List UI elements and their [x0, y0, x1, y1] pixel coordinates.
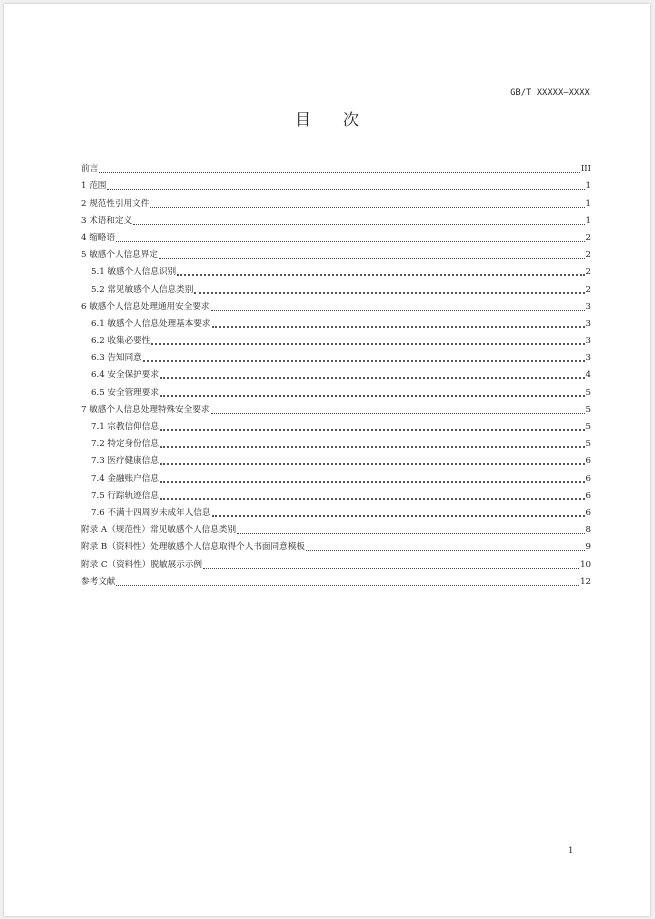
toc-leader-dots — [211, 309, 585, 311]
toc-leader-dots — [160, 428, 585, 431]
toc-leader-dots — [151, 342, 584, 345]
toc-entry-page: 5 — [585, 422, 591, 432]
toc-entry-label: 6.2 收集必要性 — [91, 336, 151, 347]
toc-entry-page: 5 — [585, 404, 591, 415]
toc-entry-label: 6.4 安全保护要求 — [91, 370, 159, 381]
toc-leader-dots — [116, 240, 585, 242]
toc-entry[interactable] — [81, 158, 591, 175]
toc-entry-label: 7.6 不满十四周岁未成年人信息 — [91, 507, 211, 518]
toc-entry-page: 12 — [580, 576, 591, 587]
toc-entry-page: 6 — [585, 473, 591, 484]
toc-entry-label: 5.2 常见敏感个人信息类别 — [91, 284, 194, 295]
toc-leader-dots — [107, 188, 584, 190]
toc-entry-label: 7.4 金融账户信息 — [91, 473, 159, 484]
toc-entry[interactable] — [81, 416, 591, 433]
toc-leader-dots — [203, 567, 579, 569]
toc-entry-label: 参考文献 — [81, 576, 116, 587]
toc-entry-label: 附录 A（规范性）常见敏感个人信息类别 — [81, 525, 237, 536]
toc-entry[interactable] — [81, 536, 591, 553]
toc-leader-dots — [160, 480, 585, 483]
toc-entry-label: 6 敏感个人信息处理通用安全要求 — [81, 301, 210, 312]
toc-entry-label: 7.1 宗教信仰信息 — [91, 422, 159, 432]
toc-entry[interactable] — [81, 399, 591, 416]
document-code: GB/T XXXXX—XXXX — [510, 88, 590, 98]
toc-leader-dots — [212, 514, 585, 517]
toc-entry-page: 2 — [585, 250, 591, 261]
toc-leader-dots — [99, 171, 580, 173]
toc-entry[interactable] — [81, 261, 591, 278]
toc-entry[interactable] — [81, 433, 591, 450]
toc-leader-dots — [177, 273, 584, 276]
toc-entry-page: 5 — [585, 439, 591, 450]
toc-leader-dots — [160, 497, 585, 500]
toc-entry-page: 4 — [585, 370, 591, 381]
toc-entry-label: 6.5 安全管理要求 — [91, 387, 159, 398]
toc-entry-label: 4 缩略语 — [81, 232, 115, 243]
toc-leader-dots — [160, 394, 585, 397]
toc-entry-page: 2 — [585, 284, 591, 295]
toc-entry-label: 前言 — [81, 164, 99, 175]
toc-entry-page: III — [580, 164, 591, 175]
toc-entry[interactable] — [81, 330, 591, 347]
toc-entry-page: 3 — [585, 301, 591, 312]
toc-entry-label: 3 术语和定义 — [81, 215, 133, 226]
toc-entry[interactable] — [81, 192, 591, 209]
toc-entry-page: 9 — [585, 542, 591, 553]
toc-entry-page: 3 — [585, 353, 591, 364]
toc-leader-dots — [160, 376, 585, 379]
toc-entry-label: 附录 B（资料性）处理敏感个人信息取得个人书面同意模板 — [81, 542, 305, 553]
toc-entry-page: 8 — [585, 525, 591, 536]
page-number: 1 — [568, 846, 574, 856]
toc-leader-dots — [160, 445, 585, 448]
toc-entry-page: 2 — [585, 232, 591, 243]
toc-entry[interactable] — [81, 227, 591, 244]
toc-entry-page: 1 — [585, 198, 591, 209]
toc-entry-label: 7.2 特定身份信息 — [91, 439, 159, 450]
toc-entry-page: 6 — [585, 507, 591, 518]
toc-entry[interactable] — [81, 485, 591, 502]
toc-entry-page: 6 — [585, 490, 591, 501]
toc-entry[interactable] — [81, 278, 591, 295]
toc-entry-page: 5 — [585, 387, 591, 398]
toc-entry[interactable] — [81, 244, 591, 261]
toc-entry[interactable] — [81, 175, 591, 192]
toc-entry-page: 3 — [585, 336, 591, 347]
toc-entry-label: 6.1 敏感个人信息处理基本要求 — [91, 318, 211, 329]
toc-entry[interactable] — [81, 210, 591, 227]
toc-leader-dots — [237, 532, 584, 534]
toc-leader-dots — [212, 325, 585, 328]
toc-entry[interactable] — [81, 553, 591, 570]
toc-leader-dots — [306, 549, 585, 551]
toc-leader-dots — [211, 412, 585, 414]
toc-entry-label: 7 敏感个人信息处理特殊安全要求 — [81, 404, 210, 415]
toc-leader-dots — [133, 223, 584, 225]
toc-entry[interactable] — [81, 571, 591, 588]
toc-entry-label: 5 敏感个人信息界定 — [81, 250, 158, 261]
toc-entry[interactable] — [81, 347, 591, 364]
toc-entry[interactable] — [81, 467, 591, 484]
toc-leader-dots — [194, 291, 584, 294]
toc-entry[interactable] — [81, 381, 591, 398]
toc-entry-label: 1 范围 — [81, 181, 107, 192]
table-of-contents — [81, 158, 591, 588]
toc-entry[interactable] — [81, 364, 591, 381]
toc-entry-page: 3 — [585, 318, 591, 329]
toc-entry-label: 5.1 敏感个人信息识别 — [91, 267, 177, 278]
toc-entry-label: 附录 C（资料性）脱敏展示示例 — [81, 559, 203, 570]
toc-leader-dots — [160, 462, 585, 465]
toc-entry-label: 7.5 行踪轨迹信息 — [91, 490, 159, 501]
toc-entry-label: 7.3 医疗健康信息 — [91, 456, 159, 467]
toc-entry-page: 6 — [585, 456, 591, 467]
toc-entry-page: 2 — [585, 267, 591, 278]
toc-entry[interactable] — [81, 296, 591, 313]
toc-leader-dots — [150, 206, 584, 208]
toc-entry[interactable] — [81, 502, 591, 519]
toc-leader-dots — [159, 257, 585, 259]
toc-entry[interactable] — [81, 450, 591, 467]
toc-entry-page: 10 — [580, 559, 591, 570]
toc-entry-page: 1 — [585, 215, 591, 226]
document-page — [4, 4, 650, 916]
toc-leader-dots — [116, 584, 579, 586]
toc-entry-label: 6.3 告知同意 — [91, 353, 142, 364]
toc-entry[interactable] — [81, 313, 591, 330]
toc-entry-label: 2 规范性引用文件 — [81, 198, 150, 209]
toc-entry[interactable] — [81, 519, 591, 536]
toc-entry-page: 1 — [585, 181, 591, 192]
toc-leader-dots — [143, 359, 585, 362]
toc-title: 目 次 — [294, 110, 359, 129]
